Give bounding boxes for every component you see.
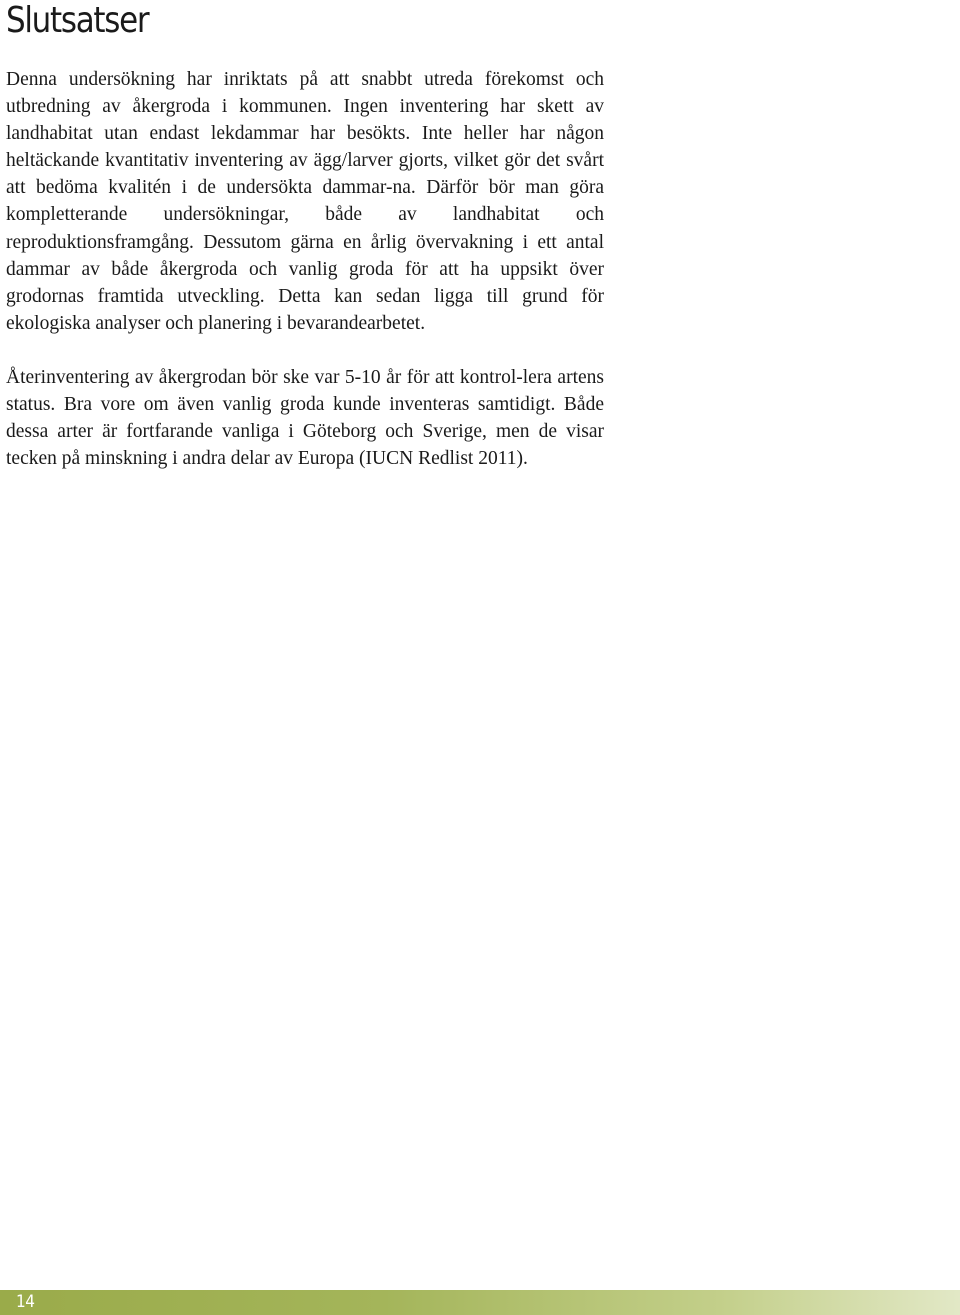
body-text (6, 66, 604, 472)
paragraph-1: Denna undersökning har inriktats på att snabbt utreda förekomst och utbredning av åkergroda i kommunen. Ingen inventering har skett av landhabitat utan endast lekdammar har besökts. Inte heller har någon heltäckande kvantitativ inventering av ägg/larver gjorts, vilket gör det svårt att bedöma kvalitén i de undersökta dammar-na. Därför bör man göra kompletterande undersökningar, både av landhabitat och reproduktionsframgång. Dessutom gärna en årlig övervakning i ett antal dammar av både åkergroda och vanlig groda för att ha uppsikt över grodornas framtida utveckling. Detta kan sedan ligga till grund för ekologiska analyser och planering i bevarandearbetet. (6, 69, 604, 334)
page-title: Slutsatser (6, 0, 149, 41)
paragraph-2: Återinventering av åkergrodan bör ske var 5-10 år för att kontrol-lera artens status. Bra vore om även vanlig groda kunde inventeras samtidigt. Både dessa arter är fortfarande vanliga i Göteborg och Sverige, men de visar tecken på minskning i andra delar av Europa (IUCN Redlist 2011). (6, 366, 604, 470)
footer-bar (0, 1290, 960, 1315)
page-number: 14 (16, 1292, 35, 1312)
